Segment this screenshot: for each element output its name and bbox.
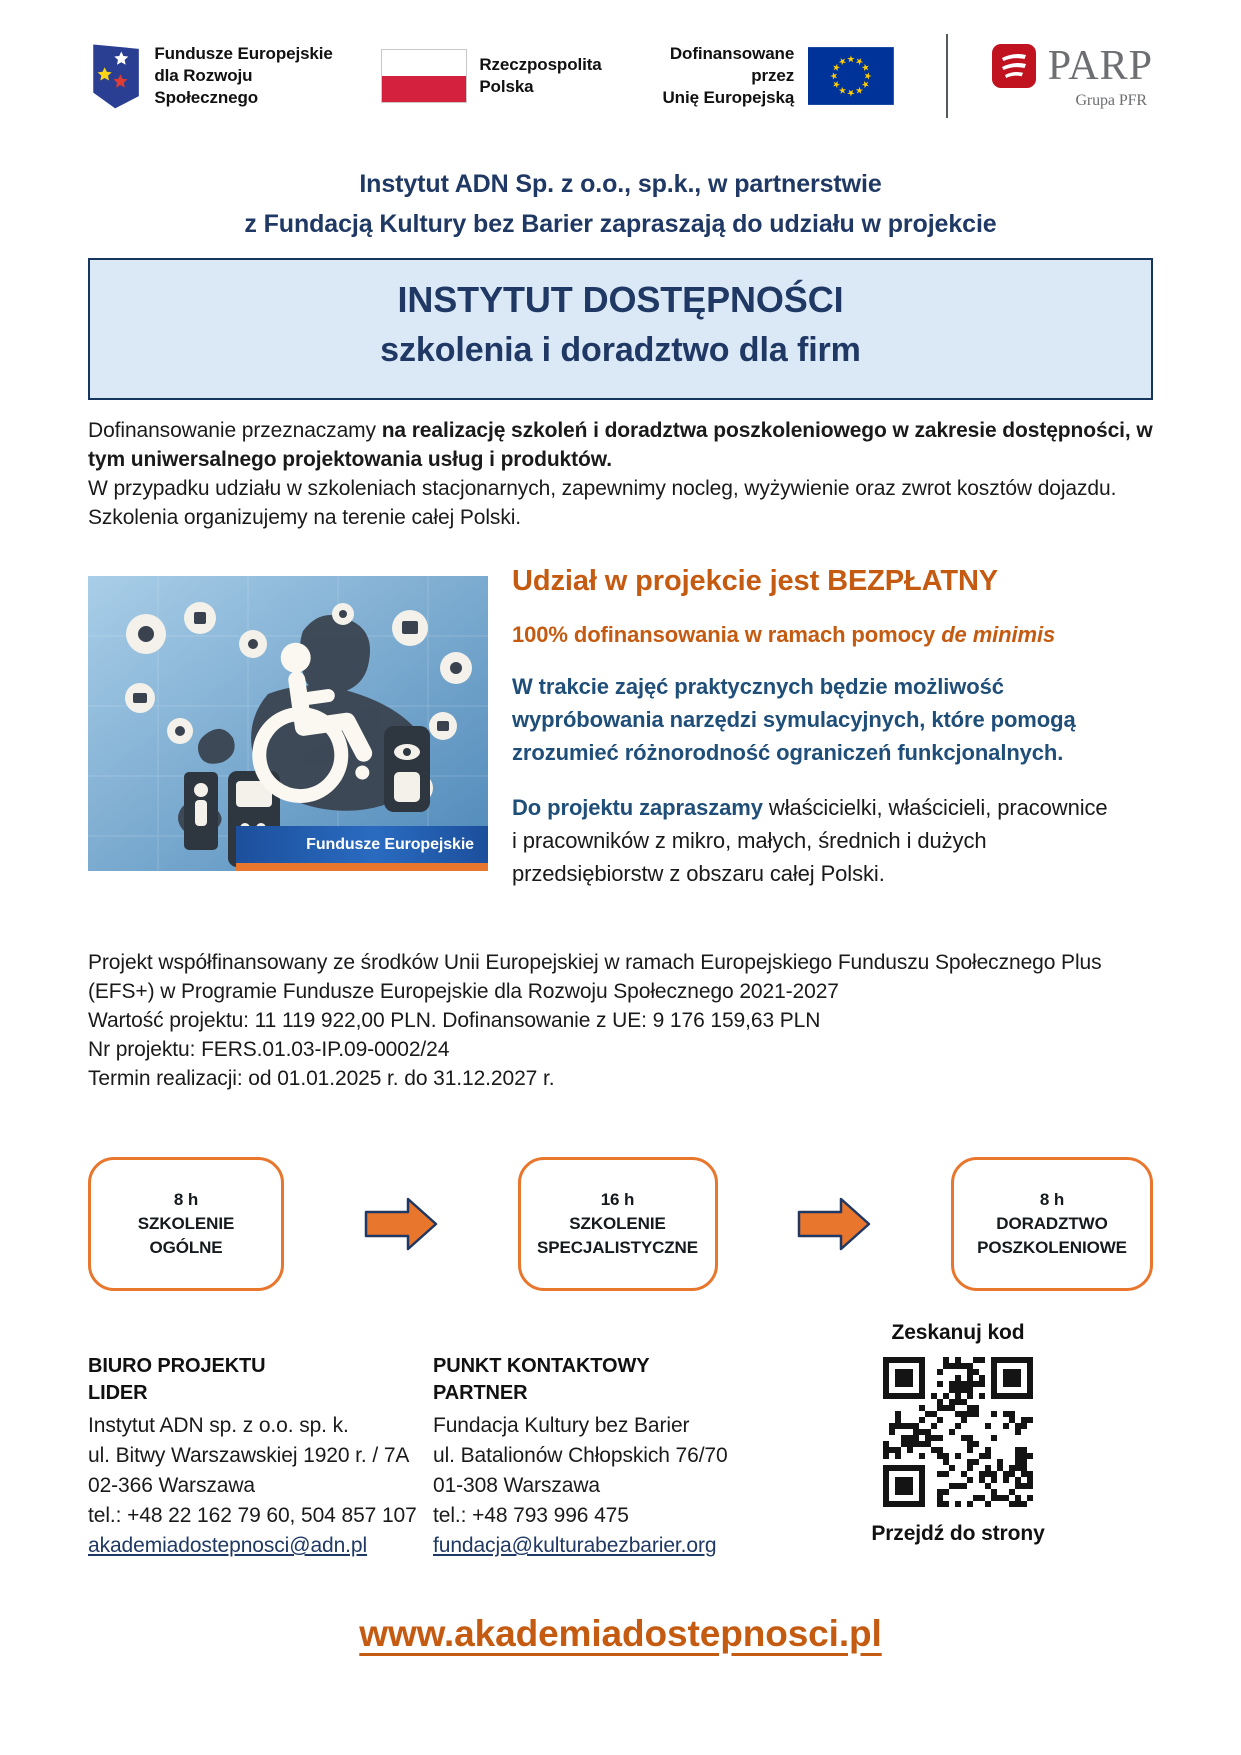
parp-name: PARP	[1047, 43, 1153, 89]
partner-street: ul. Batalionów Chłopskich 76/70	[433, 1444, 728, 1467]
lider-title-2: LIDER	[88, 1382, 148, 1404]
partner-title-2: PARTNER	[433, 1382, 528, 1404]
fe-label: Fundusze Europejskie dla Rozwoju Społecznego	[154, 44, 333, 107]
parp-subtitle: Grupa PFR	[1075, 92, 1147, 109]
contact-lider	[88, 1321, 433, 1561]
invitation-line2: z Fundacją Kultury bez Barier zapraszają do udziału w projekcie	[244, 210, 997, 238]
flow-step-specialist-training: 16 h SZKOLENIE SPECJALISTYCZNE	[518, 1157, 718, 1291]
right-arrow-icon	[797, 1195, 871, 1253]
accessibility-illustration	[88, 576, 488, 871]
invitation-heading	[88, 164, 1153, 244]
funding-line-3: Nr projektu: FERS.01.03-IP.09-0002/24	[88, 1038, 450, 1061]
invitation-audience-paragraph: Do projektu zapraszamy właścicielki, właścicieli, pracownice i pracowników z mikro, małych, średnich i dużych przedsiębiorstw z obszaru całej Polski.	[512, 795, 1108, 886]
header-divider	[946, 34, 948, 118]
flow-arrow-1-wrap	[284, 1195, 518, 1253]
funding-line-2: Wartość projektu: 11 119 922,00 PLN. Dofinansowanie z UE: 9 176 159,63 PLN	[88, 1009, 821, 1032]
training-flow-diagram	[88, 1157, 1153, 1291]
flow-arrow-2-wrap	[718, 1195, 952, 1253]
illustration-banner-label: Fundusze Europejskie	[236, 826, 488, 863]
website-link[interactable]: www.akademiadostepnosci.pl	[359, 1613, 882, 1654]
logo-strip	[88, 28, 1153, 124]
funding-line-1: Projekt współfinansowany ze środków Unii Europejskiej w ramach Europejskiego Funduszu Społecznego Plus (EFS+) w Programie Fundusze Europejskie dla Rozwoju Społecznego 2021-2027	[88, 951, 1102, 1003]
partner-email-link[interactable]: fundacja@kulturabezbarier.org	[433, 1534, 717, 1557]
partner-phone: tel.: +48 793 996 475	[433, 1504, 629, 1527]
right-arrow-icon	[364, 1195, 438, 1253]
parp-icon	[992, 44, 1036, 88]
project-title: INSTYTUT DOSTĘPNOŚCI	[397, 279, 844, 320]
eu-flag-icon	[808, 43, 894, 109]
contacts-section	[88, 1321, 1153, 1561]
fundusze-europejskie-logo	[88, 35, 335, 117]
partner-title-1: PUNKT KONTAKTOWY	[433, 1355, 650, 1377]
parp-logo	[992, 42, 1153, 110]
lead-paragraph	[88, 416, 1153, 532]
lider-name: Instytut ADN sp. z o.o. sp. k.	[88, 1414, 349, 1437]
lider-title-1: BIURO PROJEKTU	[88, 1355, 266, 1377]
lead-sentence-1: Dofinansowanie przeznaczamy na realizację szkoleń i doradztwa poszkoleniowego w zakresie dostępności, w tym uniwersalnego projektowania usług i produktów.	[88, 419, 1153, 471]
funding-info	[88, 948, 1153, 1093]
lider-phone: tel.: +48 22 162 79 60, 504 857 107	[88, 1504, 417, 1527]
illustration-banner	[236, 826, 488, 871]
poland-flag-logo	[381, 49, 601, 103]
middle-columns	[88, 550, 1153, 890]
eu-label: Dofinansowane przez Unię Europejską	[662, 44, 795, 107]
eu-funding-logo	[644, 43, 894, 109]
lider-email-link[interactable]: akademiadostepnosci@adn.pl	[88, 1534, 368, 1557]
fe-flag-icon	[88, 35, 142, 117]
qr-goto-label: Przejdź do strony	[871, 1522, 1045, 1545]
qr-scan-label: Zeskanuj kod	[891, 1321, 1025, 1344]
project-title-box	[88, 258, 1153, 400]
contact-partner	[433, 1321, 778, 1561]
project-subtitle: szkolenia i doradztwo dla firm	[380, 331, 861, 369]
illustration-banner-stripe	[236, 863, 488, 871]
partner-city: 01-308 Warszawa	[433, 1474, 600, 1497]
poland-flag-icon	[381, 49, 467, 103]
partner-name: Fundacja Kultury bez Barier	[433, 1414, 690, 1437]
invitation-line1: Instytut ADN Sp. z o.o., sp.k., w partnerstwie	[359, 170, 882, 198]
qr-code	[883, 1357, 1033, 1507]
flow-step-general-training: 8 h SZKOLENIE OGÓLNE	[88, 1157, 284, 1291]
funding-line-4: Termin realizacji: od 01.01.2025 r. do 31.12.2027 r.	[88, 1067, 555, 1090]
lider-city: 02-366 Warszawa	[88, 1474, 255, 1497]
free-participation-column	[512, 550, 1153, 890]
practical-classes-paragraph: W trakcie zajęć praktycznych będzie możliwość wypróbowania narzędzi symulacyjnych, które pomogą zrozumieć różnorodność ograniczeń funkcjonalnych.	[512, 674, 1076, 765]
poland-label: Rzeczpospolita Polska	[479, 55, 602, 96]
de-minimis-line: 100% dofinansowania w ramach pomocy de minimis	[512, 622, 1056, 647]
qr-section	[793, 1321, 1123, 1561]
lead-sentence-2: W przypadku udziału w szkoleniach stacjonarnych, zapewnimy nocleg, wyżywienie oraz zwrot kosztów dojazdu. Szkolenia organizujemy na terenie całej Polski.	[88, 477, 1117, 529]
lider-street: ul. Bitwy Warszawskiej 1920 r. / 7A	[88, 1444, 410, 1467]
flow-step-post-training-advisory: 8 h DORADZTWO POSZKOLENIOWE	[951, 1157, 1153, 1291]
free-participation-heading: Udział w projekcie jest BEZPŁATNY	[512, 565, 999, 597]
